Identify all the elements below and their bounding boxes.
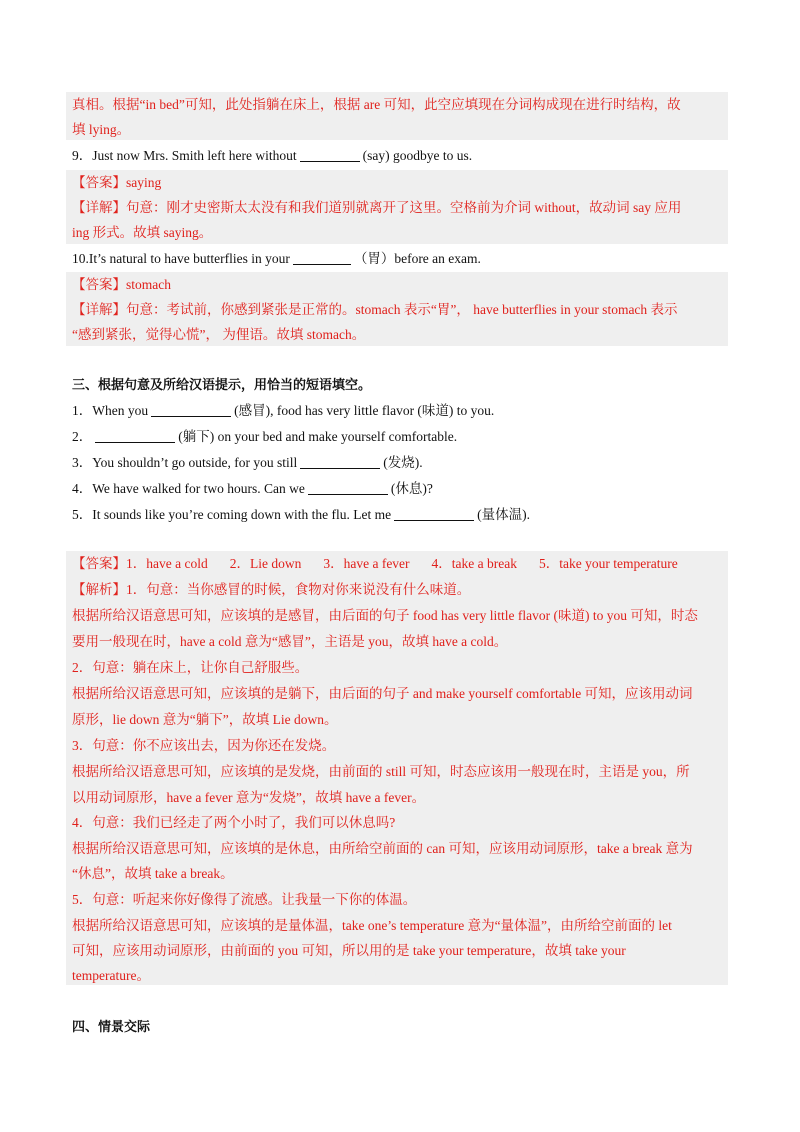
question-text: （胃）before an exam. (353, 251, 481, 266)
item-text: (量体温). (477, 507, 530, 522)
answer-blank (300, 147, 360, 162)
analysis-line: 要用一般现在时，have a cold 意为“感冒”，主语是 you，故填 have a cold。 (72, 634, 508, 649)
question-text: 10.It’s natural to have butterflies in your (72, 251, 290, 266)
detail-text: 句意：刚才史密斯太太没有和我们道别就离开了这里。空格前为介词 without，故动词 say 应用 (126, 200, 682, 215)
detail-line (72, 195, 728, 221)
answer-value: stomach (126, 277, 171, 292)
analysis-line: 4．句意：我们已经走了两个小时了，我们可以休息吗? (72, 815, 396, 830)
item-text: (感冒), food has very little flavor (味道) to you. (234, 403, 495, 418)
detail-tag: 【详解】 (72, 302, 126, 317)
answer-blank (300, 454, 380, 469)
answer-value: saying (126, 175, 162, 190)
explanation-line: 填 lying。 (72, 122, 131, 137)
answer-value: 1．have a cold (126, 556, 208, 571)
question-text: (say) goodbye to us. (362, 148, 473, 163)
analysis-line: 以用动词原形，have a fever 意为“发烧”，故填 have a fever。 (72, 790, 426, 805)
analysis-tag: 【解析】 (72, 582, 126, 597)
answer-blank (308, 480, 388, 495)
item-text: (休息)? (390, 481, 433, 496)
exercise-item (72, 450, 728, 476)
exercise-item (72, 398, 728, 424)
item-text: 3．You shouldn’t go outside, for you still (72, 455, 298, 470)
exercise-item (72, 424, 728, 450)
detail-text: 句意：考试前，你感到紧张是正常的。stomach 表示“胃”， have butterflies in your stomach 表示 (126, 302, 678, 317)
analysis-line: 可知，应该用动词原形，由前面的 you 可知，所以用的是 take your temperature，故填 take your (72, 943, 626, 958)
analysis-line (72, 577, 728, 603)
answer-value: 4．take a break (431, 556, 518, 571)
section-heading: 四、情景交际 (72, 1020, 151, 1035)
analysis-line: temperature。 (72, 968, 150, 983)
analysis-line: “休息”，故填 take a break。 (72, 866, 234, 881)
answer-tag: 【答案】 (72, 175, 126, 190)
analysis-line: 根据所给汉语意思可知，应该填的是休息，由所给空前面的 can 可知，应该用动词原形，take a break 意为 (72, 841, 693, 856)
answer-blank (394, 506, 474, 521)
item-text: 4．We have walked for two hours. Can we (72, 481, 305, 496)
analysis-line: 根据所给汉语意思可知，应该填的是躺下，由后面的句子 and make yourself comfortable 可知，应该用动词 (72, 686, 693, 701)
item-text: (躺下) on your bed and make yourself comfortable. (178, 429, 458, 444)
item-text: 2． (72, 429, 93, 444)
analysis-line: 根据所给汉语意思可知，应该填的是发烧，由前面的 still 可知，时态应该用一般现在时，主语是 you，所 (72, 764, 690, 779)
answer-line (72, 272, 728, 298)
answer-tag: 【答案】 (72, 556, 126, 571)
exercise-item (72, 476, 728, 502)
detail-line (72, 297, 728, 323)
item-text: 5．It sounds like you’re coming down with the flu. Let me (72, 507, 392, 522)
answer-blank (95, 428, 175, 443)
analysis-line: 根据所给汉语意思可知，应该填的是感冒，由后面的句子 food has very little flavor (味道) to you 可知，时态 (72, 608, 698, 623)
explanation-line: 真相。根据“in bed”可知，此处指躺在床上，根据 are 可知，此空应填现在分词构成现在进行时结构，故 (72, 97, 681, 112)
question-9 (72, 143, 728, 169)
exercise-item (72, 502, 728, 528)
detail-tag: 【详解】 (72, 200, 126, 215)
analysis-line: 根据所给汉语意思可知，应该填的是量体温，take one’s temperature 意为“量体温”，由所给空前面的 let (72, 918, 672, 933)
answer-tag: 【答案】 (72, 277, 126, 292)
item-text: 1．When you (72, 403, 149, 418)
detail-line: “感到紧张，觉得心慌”， 为俚语。故填 stomach。 (72, 327, 366, 342)
analysis-line: 5．句意：听起来你好像得了流感。让我量一下你的体温。 (72, 892, 417, 907)
analysis-line: 2．句意：躺在床上，让你自己舒服些。 (72, 660, 309, 675)
answer-value: 3．have a fever (323, 556, 410, 571)
answer-list (72, 551, 728, 577)
question-10 (72, 246, 728, 272)
answer-blank (293, 250, 351, 265)
answer-blank (151, 402, 231, 417)
analysis-text: 1．句意：当你感冒的时候，食物对你来说没有什么味道。 (126, 582, 471, 597)
answer-value: 2．Lie down (229, 556, 302, 571)
answer-line (72, 170, 728, 196)
item-text: (发烧). (383, 455, 423, 470)
question-text: 9．Just now Mrs. Smith left here without (72, 148, 297, 163)
analysis-line: 原形，lie down 意为“躺下”，故填 Lie down。 (72, 712, 338, 727)
section-heading: 三、根据句意及所给汉语提示，用恰当的短语填空。 (72, 378, 372, 393)
detail-line: ing 形式。故填 saying。 (72, 225, 213, 240)
answer-value: 5．take your temperature (539, 556, 678, 571)
analysis-line: 3．句意：你不应该出去，因为你还在发烧。 (72, 738, 336, 753)
